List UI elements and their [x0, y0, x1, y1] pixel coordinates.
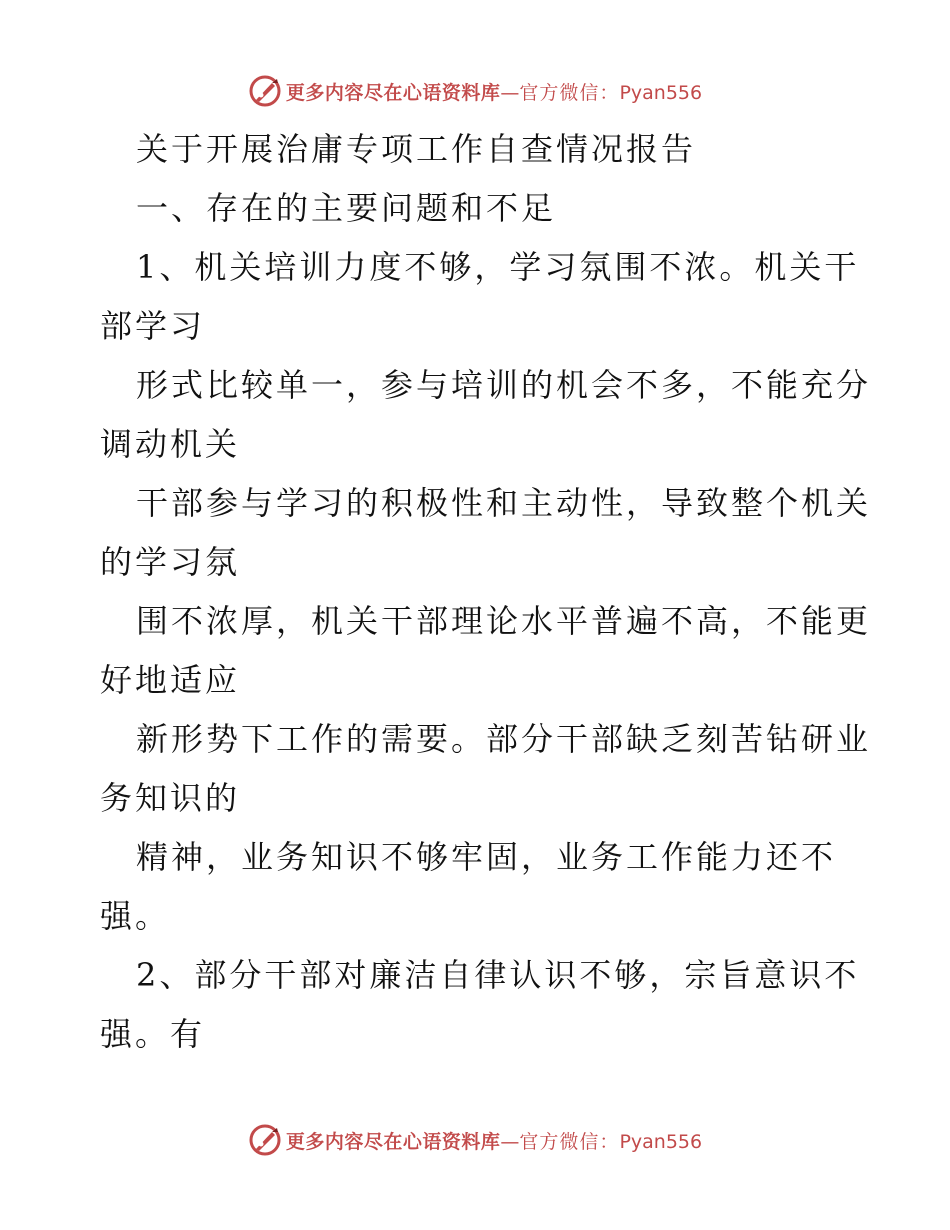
document-line: 关于开展治庸专项工作自查情况报告: [136, 130, 697, 168]
document-line: 1、机关培训力度不够，学习氛围不浓。机关干: [136, 248, 860, 286]
document-body: [100, 120, 872, 1064]
document-line: 强。: [100, 897, 171, 935]
document-line: 部学习: [100, 307, 206, 345]
header-banner: [0, 71, 950, 111]
document-line: 好地适应: [100, 661, 241, 699]
banner-lead: 更多内容尽在心语资料库: [285, 1130, 501, 1153]
banner-dash: —: [500, 1130, 520, 1153]
banner-text: [286, 1127, 702, 1154]
document-line: 的学习氛: [100, 543, 241, 581]
banner-wechat-label: 官方微信：: [519, 81, 620, 104]
banner-wechat-id: Pyan556: [619, 1130, 703, 1153]
banner-text: [286, 78, 702, 105]
banner-lead: 更多内容尽在心语资料库: [285, 81, 501, 104]
document-line: 2、部分干部对廉洁自律认识不够，宗旨意识不: [136, 956, 860, 994]
banner-dash: —: [500, 81, 520, 104]
quill-logo-icon: [248, 1123, 282, 1157]
document-line: 围不浓厚，机关干部理论水平普遍不高，不能更: [136, 602, 872, 640]
document-line: 精神，业务知识不够牢固，业务工作能力还不: [136, 838, 837, 876]
document-line: 务知识的: [100, 779, 241, 817]
quill-logo-icon: [248, 74, 282, 108]
document-line: 调动机关: [100, 425, 241, 463]
document-line: 干部参与学习的积极性和主动性，导致整个机关: [136, 484, 872, 522]
document-line: 一、存在的主要问题和不足: [136, 189, 557, 227]
document-line: 强。有: [100, 1015, 206, 1053]
banner-wechat-id: Pyan556: [619, 81, 703, 104]
document-line: 形式比较单一，参与培训的机会不多，不能充分: [136, 366, 872, 404]
document-line: 新形势下工作的需要。部分干部缺乏刻苦钻研业: [136, 720, 872, 758]
footer-banner: [0, 1120, 950, 1160]
banner-wechat-label: 官方微信：: [519, 1130, 620, 1153]
